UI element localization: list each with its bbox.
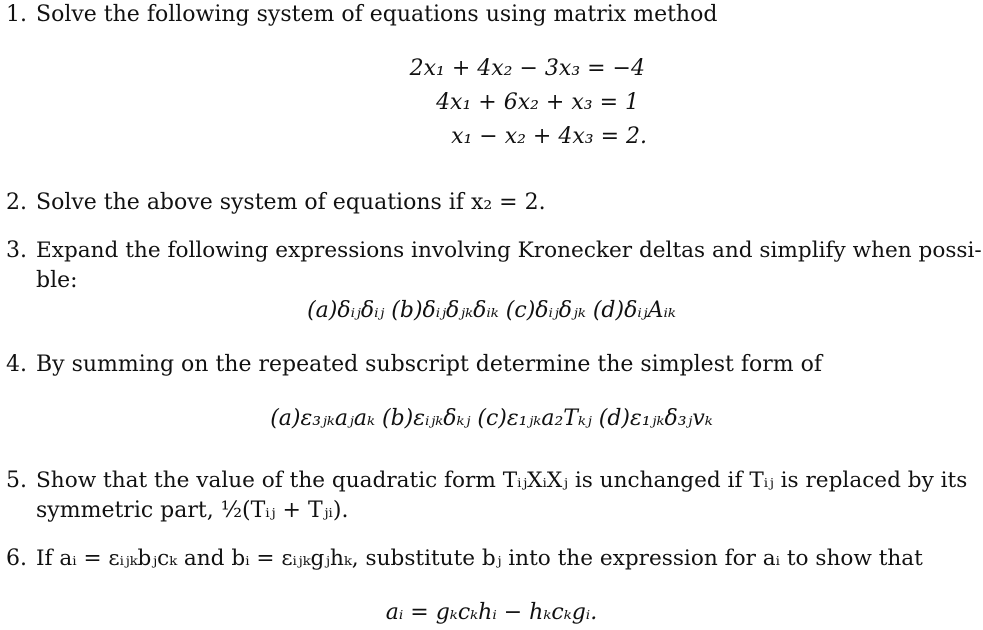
problem-number: 6. [6, 546, 27, 571]
equation-1: 2x₁ + 4x₂ − 3x₃ = −4 [409, 56, 645, 81]
problem-text: If aᵢ = εᵢⱼₖbⱼcₖ and bᵢ = εᵢⱼₖgⱼhₖ, substitute bⱼ into the expression for aᵢ to show that [36, 546, 923, 571]
problem-text: Solve the following system of equations using matrix method [36, 2, 718, 27]
problem-text: Expand the following expressions involving Kronecker deltas and simplify when possi- [36, 238, 982, 263]
problem-text: Solve the above system of equations if x₂ = 2. [36, 190, 546, 215]
problem-3-continuation: ble: [36, 268, 78, 293]
kronecker-expressions: (a)δᵢⱼδᵢⱼ (b)δᵢⱼδⱼₖδᵢₖ (c)δᵢⱼδⱼₖ (d)δᵢⱼAᵢₖ [307, 298, 676, 323]
problem-number: 3. [6, 238, 27, 263]
equation-2: 4x₁ + 6x₂ + x₃ = 1 [436, 90, 639, 115]
problem-5-continuation: symmetric part, ½(Tᵢⱼ + Tⱼᵢ). [36, 498, 349, 523]
equation-3: x₁ − x₂ + 4x₃ = 2. [451, 124, 647, 149]
problem-number: 4. [6, 352, 27, 377]
final-result-equation: aᵢ = gₖcₖhᵢ − hₖcₖgᵢ. [385, 600, 598, 625]
problem-number: 5. [6, 468, 27, 493]
problem-text: By summing on the repeated subscript determine the simplest form of [36, 352, 822, 377]
summation-expressions: (a)ε₃ⱼₖaⱼaₖ (b)εᵢⱼₖδₖⱼ (c)ε₁ⱼₖa₂Tₖⱼ (d)ε₁ⱼₖδ₃ⱼvₖ [270, 406, 713, 431]
problem-number: 2. [6, 190, 27, 215]
problem-number: 1. [6, 2, 27, 27]
problem-text: Show that the value of the quadratic form TᵢⱼXᵢXⱼ is unchanged if Tᵢⱼ is replaced by its [36, 468, 968, 493]
